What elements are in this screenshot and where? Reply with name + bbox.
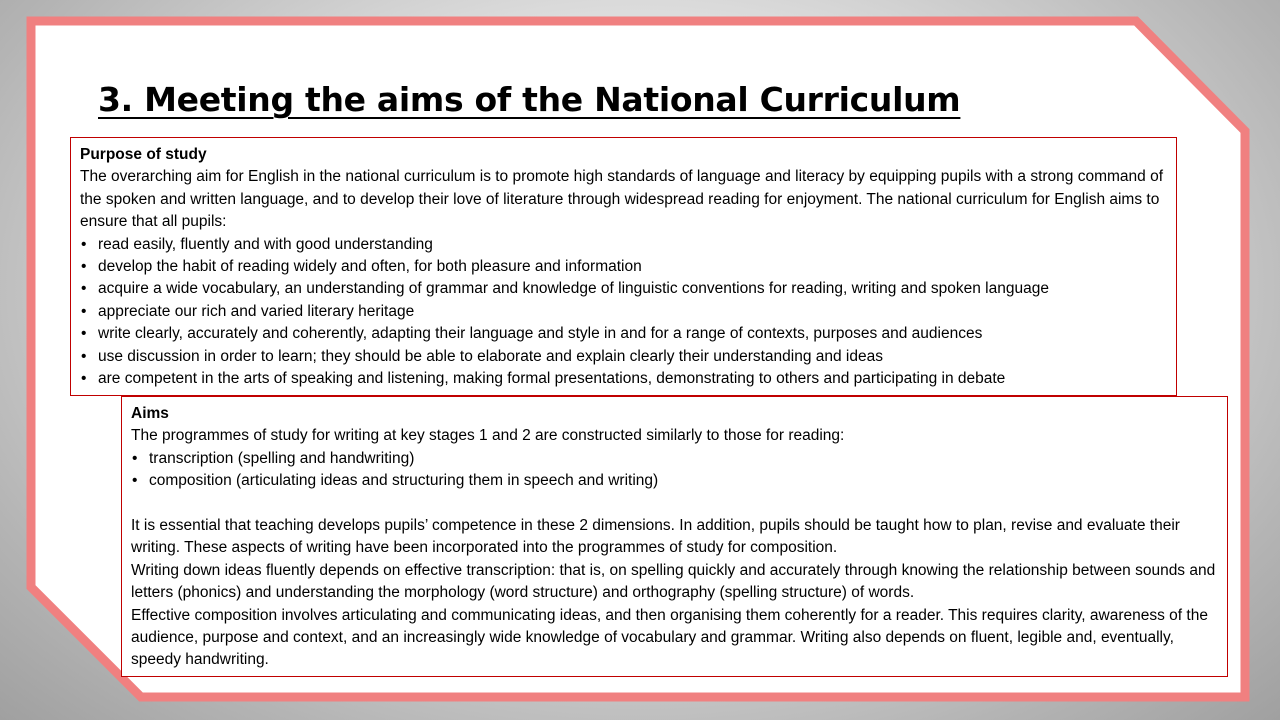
purpose-bullet: • write clearly, accurately and coherently, adapting their language and style in and for a range of contexts, purposes and audiences bbox=[80, 323, 1167, 345]
purpose-bullet: • use discussion in order to learn; they should be able to elaborate and explain clearly their understanding and ideas bbox=[80, 346, 1167, 368]
purpose-bullet-list bbox=[80, 234, 1167, 391]
aims-bullet: • composition (articulating ideas and structuring them in speech and writing) bbox=[131, 470, 1218, 492]
aims-bullet: • transcription (spelling and handwriting) bbox=[131, 448, 1218, 470]
purpose-intro: The overarching aim for English in the national curriculum is to promote high standards of language and literacy by equipping pupils with a strong command of the spoken and written language, and to develop their love of literature through widespread reading for enjoyment. The national curriculum for English aims to ensure that all pupils: bbox=[80, 168, 1164, 231]
aims-paragraph-composition: Effective composition involves articulating and communicating ideas, and then organising them coherently for a reader. This requires clarity, awareness of the audience, purpose and context, and an increasingly wide knowledge of vocabulary and grammar. Writing also depends on fluent, legible and, eventually, speedy handwriting. bbox=[131, 606, 1208, 669]
aims-paragraph-competence: It is essential that teaching develops pupils’ competence in these 2 dimensions. In addition, pupils should be taught how to plan, revise and evaluate their writing. These aspects of writing have been incorporated into the programmes of study for composition. bbox=[131, 517, 1180, 557]
slide-title: 3. Meeting the aims of the National Curriculum bbox=[98, 80, 961, 119]
aims-paragraph-transcription: Writing down ideas fluently depends on effective transcription: that is, on spelling quickly and accurately through knowing the relationship between sounds and letters (phonics) and understanding the morphology (word structure) and orthography (spelling structure) of words. bbox=[131, 561, 1216, 602]
purpose-of-study-box bbox=[70, 137, 1177, 396]
purpose-bullet: • are competent in the arts of speaking and listening, making formal presentations, demonstrating to others and participating in debate bbox=[80, 368, 1167, 390]
purpose-heading: Purpose of study bbox=[80, 146, 207, 163]
purpose-bullet: • acquire a wide vocabulary, an understanding of grammar and knowledge of linguistic conventions for reading, writing and spoken language bbox=[80, 278, 1167, 300]
aims-bullet-list bbox=[131, 448, 1218, 493]
aims-box bbox=[121, 396, 1228, 677]
paragraph-spacer bbox=[131, 493, 1218, 515]
purpose-bullet: • appreciate our rich and varied literary heritage bbox=[80, 301, 1167, 323]
purpose-bullet: • develop the habit of reading widely and often, for both pleasure and information bbox=[80, 256, 1167, 278]
aims-heading: Aims bbox=[131, 405, 169, 422]
purpose-bullet: • read easily, fluently and with good understanding bbox=[80, 234, 1167, 256]
aims-intro: The programmes of study for writing at key stages 1 and 2 are constructed similarly to those for reading: bbox=[131, 427, 845, 445]
